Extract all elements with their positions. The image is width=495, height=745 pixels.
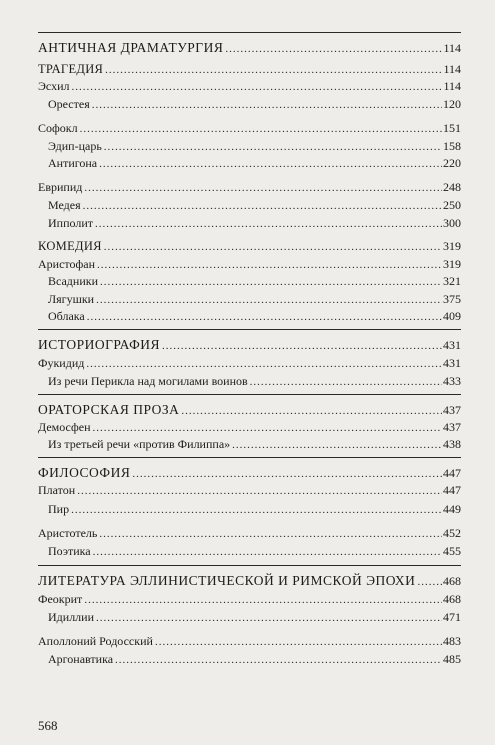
toc-entry-title: ТРАГЕДИЯ <box>38 62 104 76</box>
toc-entry-page-number: 483 <box>443 634 461 648</box>
toc-entry-title: Аполлоний Родосский <box>38 634 153 648</box>
toc-entry-page-number: 321 <box>443 274 461 288</box>
toc-entry-part <box>38 403 461 417</box>
toc-entry-page-number: 409 <box>443 309 461 323</box>
toc-entry-title: АНТИЧНАЯ ДРАМАТУРГИЯ <box>38 40 224 55</box>
toc-entry-title: Пир <box>48 502 70 516</box>
section-divider <box>38 565 461 566</box>
toc-entry-part <box>38 574 461 588</box>
section-divider <box>38 32 461 33</box>
dot-leader <box>77 486 442 497</box>
dot-leader <box>92 100 442 111</box>
section-divider <box>38 457 461 458</box>
toc-entry-work <box>48 438 461 451</box>
toc-entry-work <box>48 545 461 558</box>
dot-leader <box>100 277 442 288</box>
dot-leader <box>96 613 442 624</box>
toc-entry-page-number: 433 <box>443 374 461 388</box>
toc-entry-page-number: 114 <box>443 41 461 55</box>
toc-entry-title: Аристофан <box>38 257 96 271</box>
toc-entry-title: Всадники <box>48 274 99 288</box>
section-divider <box>38 329 461 330</box>
dot-leader <box>115 655 442 666</box>
toc-entry-title: Медея <box>48 198 81 212</box>
toc-entry-title: Орестея <box>48 97 90 111</box>
toc-entry-work <box>48 293 461 306</box>
dot-leader <box>84 595 442 606</box>
toc-entry-title: Антигона <box>48 156 98 170</box>
dot-leader <box>87 312 442 323</box>
toc-entry-author <box>38 527 461 540</box>
toc-entry-title: Феокрит <box>38 592 83 606</box>
toc-entry-author <box>38 357 461 370</box>
toc-entry-work <box>48 503 461 516</box>
toc-entry-page-number: 447 <box>443 483 461 497</box>
toc-entry-page-number: 114 <box>443 62 461 76</box>
toc-entry-page-number: 437 <box>443 403 461 417</box>
toc-entry-work <box>48 217 461 230</box>
toc-entry-work <box>48 611 461 624</box>
toc-entry-page-number: 431 <box>443 338 461 352</box>
dot-leader <box>93 423 442 434</box>
dot-leader <box>97 260 442 271</box>
toc-entry-page-number: 468 <box>443 592 461 606</box>
toc-entry-page-number: 300 <box>443 216 461 230</box>
toc-entry-page-number: 437 <box>443 420 461 434</box>
toc-entry-work <box>48 199 461 212</box>
toc-entry-page-number: 319 <box>443 257 461 271</box>
dot-leader <box>132 469 442 480</box>
dot-leader <box>96 295 442 306</box>
dot-leader <box>72 82 443 93</box>
toc-entry-page-number: 375 <box>443 292 461 306</box>
toc-entry-title: Ипполит <box>48 216 94 230</box>
dot-leader <box>104 142 442 153</box>
toc-entry-work <box>48 140 461 153</box>
dot-leader <box>232 440 442 451</box>
dot-leader <box>71 505 442 516</box>
toc-entry-author <box>38 635 461 648</box>
toc-entry-title: Демосфен <box>38 420 91 434</box>
dot-leader <box>99 159 442 170</box>
toc-entry-title: ФИЛОСОФИЯ <box>38 465 131 480</box>
toc-entry-title: Фукидид <box>38 356 85 370</box>
toc-entry-page-number: 431 <box>443 356 461 370</box>
dot-leader <box>181 406 442 417</box>
toc-entry-title: Еврипид <box>38 180 83 194</box>
toc-entry-page-number: 468 <box>443 574 461 588</box>
toc-entry-title: Аристотель <box>38 526 98 540</box>
toc-entry-author <box>38 593 461 606</box>
toc-entry-sub <box>38 63 461 76</box>
toc-entry-work <box>48 310 461 323</box>
toc-entry-page-number: 485 <box>443 652 461 666</box>
dot-leader <box>162 341 442 352</box>
toc-entry-page-number: 151 <box>443 121 461 135</box>
toc-entry-author <box>38 122 461 135</box>
toc-entry-title: Лягушки <box>48 292 95 306</box>
toc-entry-page-number: 120 <box>443 97 461 111</box>
toc-entry-title: Из третьей речи «против Филиппа» <box>48 437 231 451</box>
toc-entry-page-number: 455 <box>443 544 461 558</box>
toc-entry-page-number: 471 <box>443 610 461 624</box>
dot-leader <box>99 529 442 540</box>
toc-entry-title: КОМЕДИЯ <box>38 239 102 253</box>
toc-entry-work <box>48 275 461 288</box>
toc-entry-author <box>38 258 461 271</box>
dot-leader <box>104 242 442 253</box>
dot-leader <box>95 219 442 230</box>
toc-entry-title: Поэтика <box>48 544 91 558</box>
toc-entry-title: Софокл <box>38 121 78 135</box>
toc-entry-page-number: 319 <box>443 239 461 253</box>
toc-entry-page-number: 447 <box>443 466 461 480</box>
toc-entry-title: Эдип-царь <box>48 139 102 153</box>
toc-entry-title: ЛИТЕРАТУРА ЭЛЛИНИСТИЧЕСКОЙ И РИМСКОЙ ЭПОХИ <box>38 573 416 588</box>
toc-entry-title: Аргонавтика <box>48 652 114 666</box>
toc-entry-work <box>48 375 461 388</box>
toc-entry-page-number: 220 <box>443 156 461 170</box>
dot-leader <box>225 44 442 55</box>
toc-entry-author <box>38 181 461 194</box>
toc-entry-page-number: 438 <box>443 437 461 451</box>
toc-entry-title: ИСТОРИОГРАФИЯ <box>38 337 160 352</box>
dot-leader <box>250 377 442 388</box>
toc-entry-page-number: 158 <box>443 139 461 153</box>
toc-entry-page-number: 449 <box>443 502 461 516</box>
dot-leader <box>105 65 442 76</box>
toc-entry-work <box>48 157 461 170</box>
toc-entry-part <box>38 338 461 352</box>
dot-leader <box>83 201 442 212</box>
toc-entry-page-number: 250 <box>443 198 461 212</box>
toc-entry-title: Идиллии <box>48 610 95 624</box>
toc-entry-author <box>38 421 461 434</box>
toc-entry-page-number: 248 <box>443 180 461 194</box>
toc-entry-part <box>38 41 461 55</box>
dot-leader <box>80 124 442 135</box>
toc-entry-title: Платон <box>38 483 76 497</box>
dot-leader <box>93 547 442 558</box>
toc-entry-author <box>38 484 461 497</box>
toc-entry-title: ОРАТОРСКАЯ ПРОЗА <box>38 402 180 417</box>
dot-leader <box>155 637 442 648</box>
toc-entry-title: Облака <box>48 309 85 323</box>
toc-entry-title: Из речи Перикла над могилами воинов <box>48 374 248 388</box>
page-number: 568 <box>38 718 58 733</box>
toc-entry-sub <box>38 240 461 253</box>
toc-entry-work <box>48 653 461 666</box>
dot-leader <box>86 359 442 370</box>
toc-entry-title: Эсхил <box>38 79 70 93</box>
dot-leader <box>84 183 442 194</box>
toc-entry-work <box>48 98 461 111</box>
toc-entry-part <box>38 466 461 480</box>
toc-entry-page-number: 114 <box>443 79 461 93</box>
dot-leader <box>417 577 442 588</box>
toc-entry-author <box>38 80 461 93</box>
toc-entry-page-number: 452 <box>443 526 461 540</box>
section-divider <box>38 394 461 395</box>
